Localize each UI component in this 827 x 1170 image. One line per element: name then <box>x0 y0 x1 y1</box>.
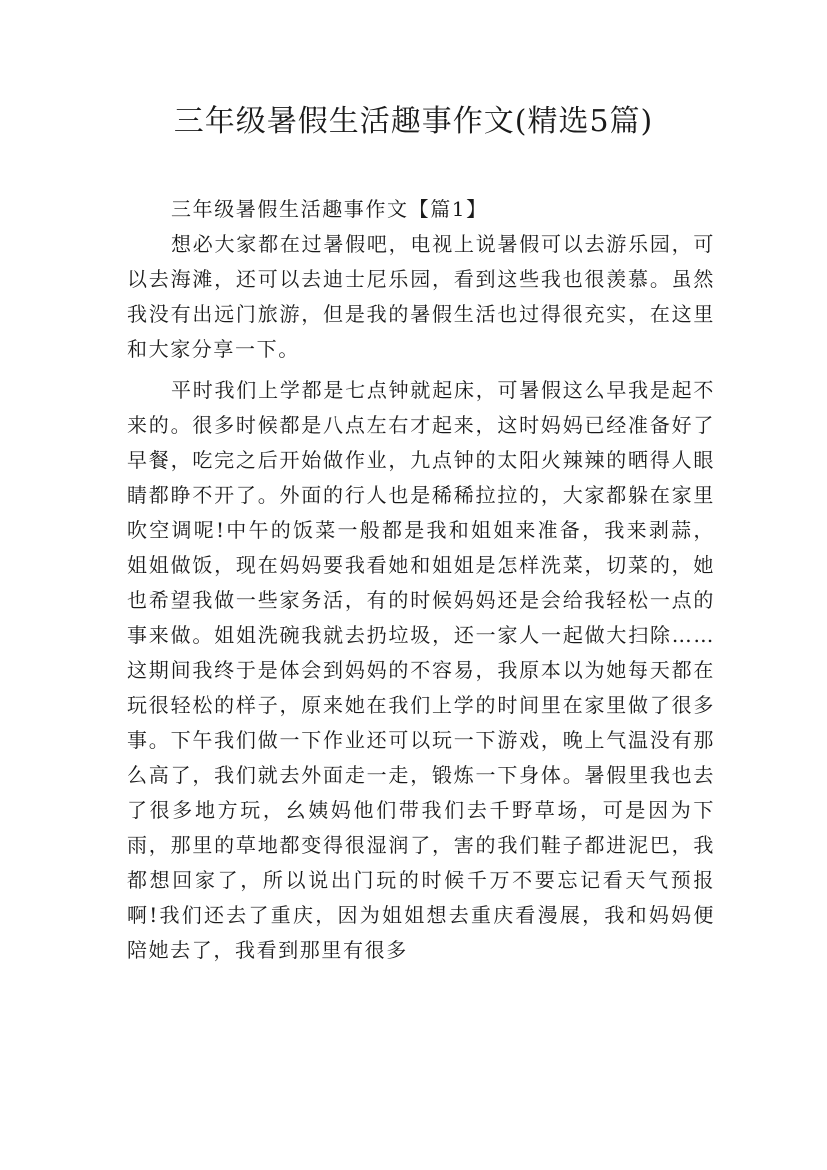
document-body <box>127 192 715 974</box>
paragraph-2: 平时我们上学都是七点钟就起床，可暑假这么早我是起不来的。很多时候都是八点左右才起来，这时妈妈已经准备好了早餐，吃完之后开始做作业，九点钟的太阳火辣辣的晒得人眼睛都睁不开了。外面的行人也是稀稀拉拉的，大家都躲在家里吹空调呢!中午的饭菜一般都是我和姐姐来准备，我来剥蒜，姐姐做饭，现在妈妈要我看她和姐姐是怎样洗菜，切菜的，她也希望我做一些家务活，有的时候妈妈还是会给我轻松一点的事来做。姐姐洗碗我就去扔垃圾，还一家人一起做大扫除……这期间我终于是体会到妈妈的不容易，我原本以为她每天都在玩很轻松的样子，原来她在我们上学的时间里在家里做了很多事。下午我们做一下作业还可以玩一下游戏，晚上气温没有那么高了，我们就去外面走一走，锻炼一下身体。暑假里我也去了很多地方玩，幺姨妈他们带我们去千野草场，可是因为下雨，那里的草地都变得很湿润了，害的我们鞋子都进泥巴，我都想回家了，所以说出门玩的时候千万不要忘记看天气预报啊!我们还去了重庆，因为姐姐想去重庆看漫展，我和妈妈便陪她去了，我看到那里有很多 <box>127 378 715 962</box>
document-title: 三年级暑假生活趣事作文(精选5篇) <box>173 104 654 139</box>
paragraph-1: 想必大家都在过暑假吧，电视上说暑假可以去游乐园，可以去海滩，还可以去迪士尼乐园，看到这些我也很羡慕。虽然我没有出远门旅游，但是我的暑假生活也过得很充实，在这里和大家分享一下。 <box>127 232 715 361</box>
section-heading: 三年级暑假生活趣事作文【篇1】 <box>171 197 488 221</box>
